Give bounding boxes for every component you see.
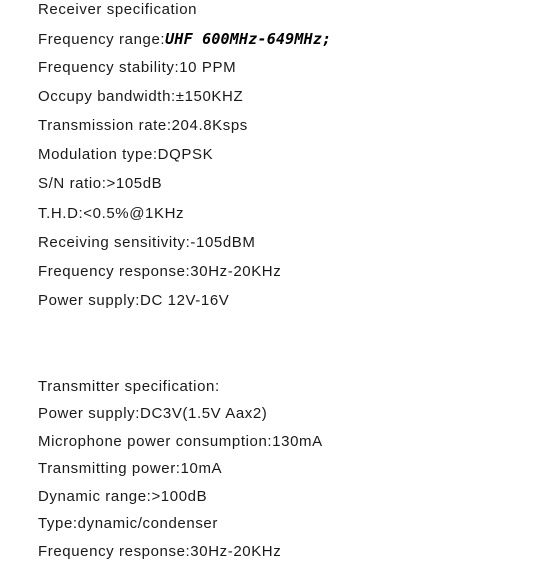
receiver-thd: T.H.D:<0.5%@1KHz [38,205,185,222]
receiver-heading: Receiver specification [38,1,198,18]
frequency-range-value: UHF 600MHz-649MHz; [165,30,332,48]
receiver-transmission-rate: Transmission rate:204.8Ksps [38,117,248,134]
transmitter-power-consumption: Microphone power consumption:130mA [38,433,323,450]
transmitter-type: Type:dynamic/condenser [38,515,218,532]
frequency-range-label: Frequency range: [38,31,166,48]
transmitter-dynamic-range: Dynamic range:>100dB [38,488,208,505]
receiver-frequency-stability: Frequency stability:10 PPM [38,59,237,76]
transmitter-frequency-response: Frequency response:30Hz-20KHz [38,543,282,560]
transmitter-power-supply: Power supply:DC3V(1.5V Aax2) [38,405,268,422]
receiver-sensitivity: Receiving sensitivity:-105dBM [38,234,256,251]
receiver-power-supply: Power supply:DC 12V-16V [38,292,230,309]
receiver-sn-ratio: S/N ratio:>105dB [38,175,163,192]
receiver-modulation-type: Modulation type:DQPSK [38,146,214,163]
receiver-frequency-range [38,30,331,49]
receiver-frequency-response: Frequency response:30Hz-20KHz [38,263,282,280]
transmitter-transmitting-power: Transmitting power:10mA [38,460,223,477]
receiver-occupy-bandwidth: Occupy bandwidth:±150KHZ [38,88,244,105]
transmitter-heading: Transmitter specification: [38,378,220,395]
